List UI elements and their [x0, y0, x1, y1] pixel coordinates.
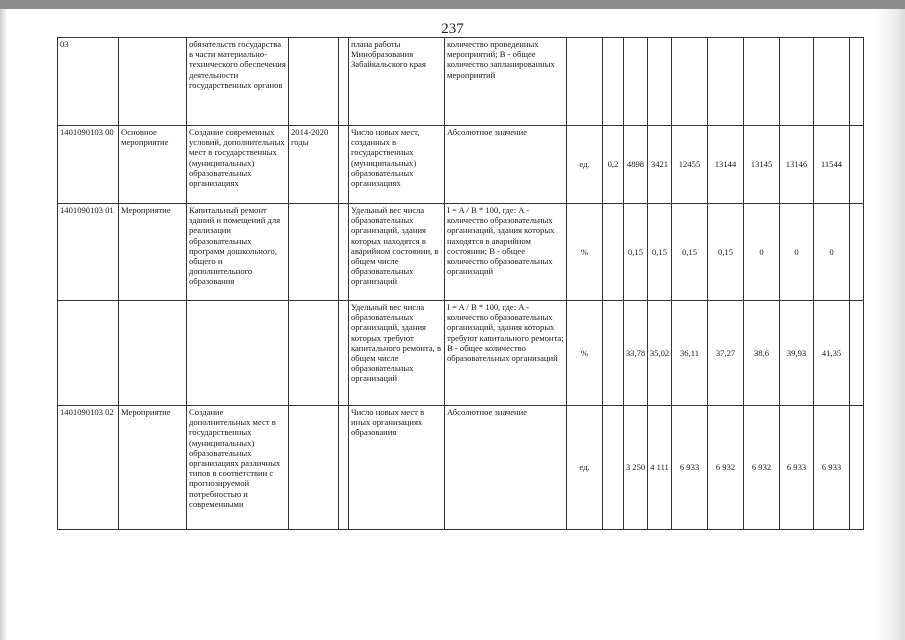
row-name: обязательств государства в части материально-технического обеспечения деятельности государственных органов: [187, 38, 289, 126]
row-value: [603, 406, 624, 530]
row-value: [780, 38, 814, 126]
row-value: [850, 406, 864, 530]
row-value: 4898: [624, 126, 648, 204]
row-value: 37,27: [708, 301, 744, 406]
row-value: [850, 204, 864, 301]
row-value: 0,15: [708, 204, 744, 301]
row-calc-method: количество проведенных мероприятий; В - общее количество запланированных мероприятий: [445, 38, 567, 126]
row-value: 35,02: [648, 301, 672, 406]
row-indicator: Удельный вес числа образовательных организаций, здания которых находятся в аварийном состоянии, в общем числе образовательных организаций: [349, 204, 445, 301]
table-row: [58, 204, 864, 301]
row-executor: [339, 126, 349, 204]
row-value: 13145: [744, 126, 780, 204]
row-value: 3421: [648, 126, 672, 204]
row-type: Мероприятие: [119, 204, 187, 301]
row-value: 12455: [672, 126, 708, 204]
row-unit: %: [567, 301, 603, 406]
row-value: 36,11: [672, 301, 708, 406]
row-name: Создание дополнительных мест в государственных (муниципальных) образовательных организациях различных типов в соответствии с прогнозируемой потребностью и современными: [187, 406, 289, 530]
row-value: 41,35: [814, 301, 850, 406]
row-value: 6 933: [780, 406, 814, 530]
row-value: 0,15: [624, 204, 648, 301]
row-value: [624, 38, 648, 126]
row-calc-method: I = A / B * 100, где: A - количество образовательных организаций, здания которых требуют капитального ремонта; В - общее количество образовательных организаций: [445, 301, 567, 406]
row-type: Основное мероприятие: [119, 126, 187, 204]
row-executor: [339, 406, 349, 530]
row-executor: [339, 204, 349, 301]
table-row: [58, 406, 864, 530]
row-calc-method: Абсолютное значение: [445, 406, 567, 530]
row-value: 11544: [814, 126, 850, 204]
row-value: [708, 38, 744, 126]
row-value: 0,15: [648, 204, 672, 301]
row-value: 3 250: [624, 406, 648, 530]
row-value: 6 932: [744, 406, 780, 530]
row-indicator: Число новых мест, созданных в государственных (муниципальных) образовательных организациях: [349, 126, 445, 204]
row-name: Капитальный ремонт зданий и помещений для реализации образовательных программ дошкольного, общего и дополнительного образования: [187, 204, 289, 301]
row-value: 6 933: [814, 406, 850, 530]
row-value: [850, 126, 864, 204]
row-code: 1401090103 00: [58, 126, 119, 204]
row-value: [648, 38, 672, 126]
row-value: 39,93: [780, 301, 814, 406]
row-period: [289, 204, 339, 301]
row-value: [603, 204, 624, 301]
row-indicator: Число новых мест в иных организациях образования: [349, 406, 445, 530]
scan-left-edge: [0, 9, 6, 640]
scan-top-edge: [0, 0, 905, 9]
row-value: 33,78: [624, 301, 648, 406]
row-value: 38,6: [744, 301, 780, 406]
row-value: 0,15: [672, 204, 708, 301]
row-type: Мероприятие: [119, 406, 187, 530]
table-row: [58, 126, 864, 204]
row-executor: [339, 38, 349, 126]
row-value: 4 111: [648, 406, 672, 530]
row-indicator: Удельный вес числа образовательных организаций, здания которых требуют капитального ремонта, в общем числе образовательных организаций: [349, 301, 445, 406]
row-value: 0: [744, 204, 780, 301]
table-body: [58, 38, 864, 530]
row-value: [850, 38, 864, 126]
row-unit: %: [567, 204, 603, 301]
row-value: [672, 38, 708, 126]
row-code: 1401090103 01: [58, 204, 119, 301]
row-calc-method: Абсолютное значение: [445, 126, 567, 204]
row-value: 0: [814, 204, 850, 301]
row-type: [119, 301, 187, 406]
row-calc-method: I = A / B * 100, где: A - количество образовательных организаций, здания которых находятся в аварийном состоянии; В - общее количество образовательных организаций: [445, 204, 567, 301]
row-value: 0: [780, 204, 814, 301]
row-indicator: плана работы Минобразования Забайкальского края: [349, 38, 445, 126]
row-type: [119, 38, 187, 126]
row-value: 13144: [708, 126, 744, 204]
row-value: [744, 38, 780, 126]
row-code: 1401090103 02: [58, 406, 119, 530]
row-code: 03: [58, 38, 119, 126]
row-value: [603, 301, 624, 406]
row-period: [289, 301, 339, 406]
row-unit: [567, 38, 603, 126]
program-table: [57, 37, 864, 530]
row-value: [850, 301, 864, 406]
row-period: [289, 406, 339, 530]
table-row: [58, 38, 864, 126]
row-executor: [339, 301, 349, 406]
row-value: 0,2: [603, 126, 624, 204]
row-value: [814, 38, 850, 126]
row-unit: ед.: [567, 406, 603, 530]
row-name: Создание современных условий, дополнительных мест в государственных (муниципальных) образовательных организациях: [187, 126, 289, 204]
row-period: [289, 38, 339, 126]
row-name: [187, 301, 289, 406]
row-value: 13146: [780, 126, 814, 204]
row-value: 6 932: [708, 406, 744, 530]
page-number: 237: [441, 21, 464, 37]
row-unit: ед.: [567, 126, 603, 204]
row-period: 2014-2020 годы: [289, 126, 339, 204]
row-code: [58, 301, 119, 406]
row-value: [603, 38, 624, 126]
table-row: [58, 301, 864, 406]
row-value: 6 933: [672, 406, 708, 530]
scan-right-edge: [875, 9, 905, 640]
